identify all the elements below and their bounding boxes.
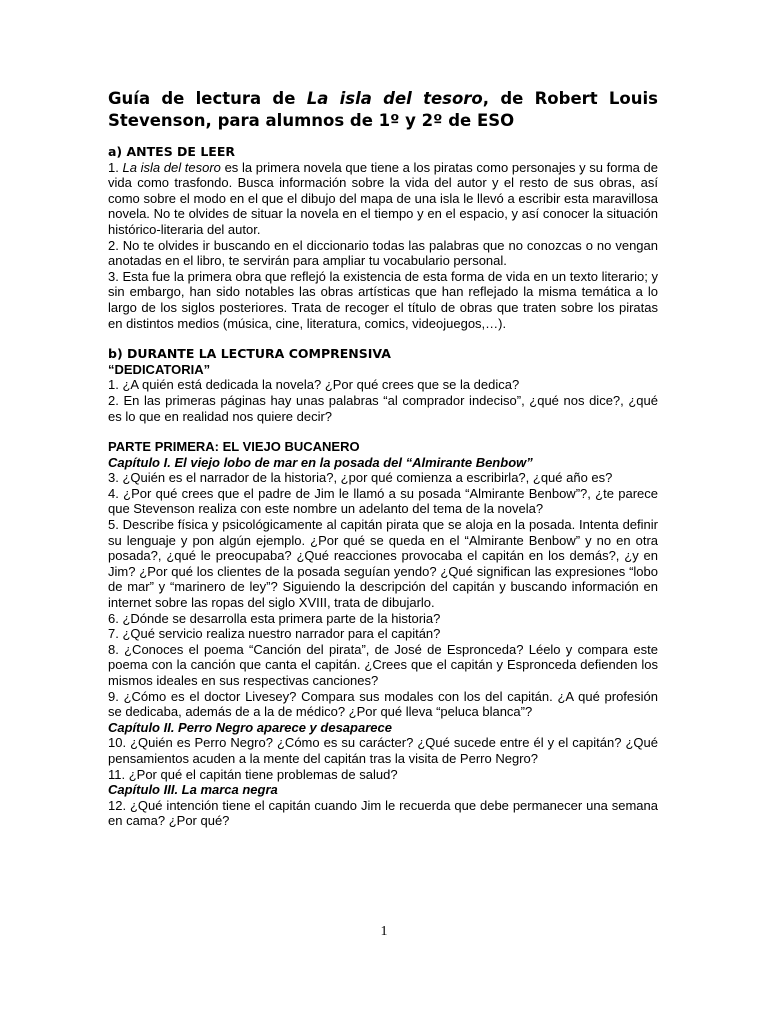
chapter-2-heading: Capítulo II. Perro Negro aparece y desaparece [108,719,392,735]
document-page [108,88,658,829]
question-1-book-name: La isla del tesoro [122,159,221,175]
question-4-part1: 4. ¿Por qué crees que el padre de Jim le llamó a su posada “Almirante Benbow”?, ¿te parece que Stevenson realiza con este nombre un adelanto del tema de la novela? [108,485,658,517]
section-heading-antes: a) ANTES DE LEER [108,144,235,159]
spacer [108,331,658,346]
dedicatoria-heading: “DEDICATORIA” [108,361,211,377]
chapter-3-heading: Capítulo III. La marca negra [108,782,278,798]
question-3: 3. Esta fue la primera obra que reflejó la existencia de esta forma de vida en un texto literario; y sin embargo, han sido notables las obras artísticas que han reflejado la misma temática a lo largo de los siglos posteriores. Trata de recoger el título de obras que traten sobre los piratas en distintos medios (música, cine, literatura, comics, videojuegos,…). [108,268,658,331]
question-7-part1: 7. ¿Qué servicio realiza nuestro narrador para el capitán? [108,626,441,642]
question-1-number: 1. [108,159,123,175]
part-heading: PARTE PRIMERA: EL VIEJO BUCANERO [108,439,360,455]
chapter-1-heading: Capítulo I. El viejo lobo de mar en la posada del “Almirante Benbow” [108,454,533,470]
question-2: 2. No te olvides ir buscando en el diccionario todas las palabras que no conozcas o no vengan anotadas en el libro, te servirán para ampliar tu vocabulario personal. [108,237,658,269]
question-3-part1: 3. ¿Quién es el narrador de la historia?, ¿por qué comienza a escribirla?, ¿qué año es? [108,470,613,486]
question-1-text: es la primera novela que tiene a los piratas como personajes y su forma de vida como trasfondo. Busca información sobre la vida del autor y el resto de sus obras, así como sobre el modo en el que el dibujo del mapa de una isla le llevó a escribir esta maravillosa novela. No te olvides de situar la novela en el tiempo y en el espacio, y así conocer la situación histórico-literaria del autor. [108,159,659,237]
question-9-part1: 9. ¿Cómo es el doctor Livesey? Compara sus modales con los del capitán. ¿A qué profesión se dedicaba, además de a la de médico? ¿Por qué lleva “peluca blanca”? [108,688,658,720]
page-number: 1 [380,924,388,939]
question-8-part1: 8. ¿Conoces el poema “Canción del pirata”, de José de Espronceda? Léelo y compara este poema con la canción que canta el capitán. ¿Crees que el capitán y Espronceda defienden los mismos ideales en sus respectivas canciones? [108,641,658,688]
question-1 [108,160,658,238]
spacer [108,424,658,439]
title-suffix: , de Robert Louis Stevenson, para alumnos de 1º y 2º de ESO [108,89,658,130]
dedicatoria-question-1: 1. ¿A quién está dedicada la novela? ¿Por qué crees que se la dedica? [108,377,520,393]
question-12-part1: 12. ¿Qué intención tiene el capitán cuando Jim le recuerda que debe permanecer una semana en cama? ¿Por qué? [108,797,658,829]
question-10-part1: 10. ¿Quién es Perro Negro? ¿Cómo es su carácter? ¿Qué sucede entre él y el capitán? ¿Qué pensamientos acuden a la mente del capitán tras la visita de Perro Negro? [108,735,658,766]
question-5-part1: 5. Describe física y psicológicamente al capitán pirata que se aloja en la posada. Intenta definir su lenguaje y pon algún ejemplo. ¿Por qué se queda en el “Almirante Benbow” y no en otra posada?, ¿qué le preocupaba? ¿Qué reacciones provocaba el capitán en los demás?, ¿y en Jim? ¿Por qué los clientes de la posada seguían yendo? ¿Qué significan las expresiones “lobo de mar” y “marinero de ley”? Siguiendo la descripción del capitán y buscando información en internet sobre las ropas del siglo XVIII, trata de dibujarlo. [108,517,658,611]
title-book-name: La isla del tesoro [306,89,483,108]
title-prefix: Guía de lectura de [108,89,307,108]
question-11-part1: 11. ¿Por qué el capitán tiene problemas de salud? [108,766,398,782]
dedicatoria-question-2: 2. En las primeras páginas hay unas palabras “al comprador indeciso”, ¿qué nos dice?, ¿qué es lo que en realidad nos quiere decir? [108,392,658,424]
section-heading-durante: b) DURANTE LA LECTURA COMPRENSIVA [108,346,391,362]
question-6-part1: 6. ¿Dónde se desarrolla esta primera parte de la historia? [108,610,441,626]
document-title [108,88,658,132]
